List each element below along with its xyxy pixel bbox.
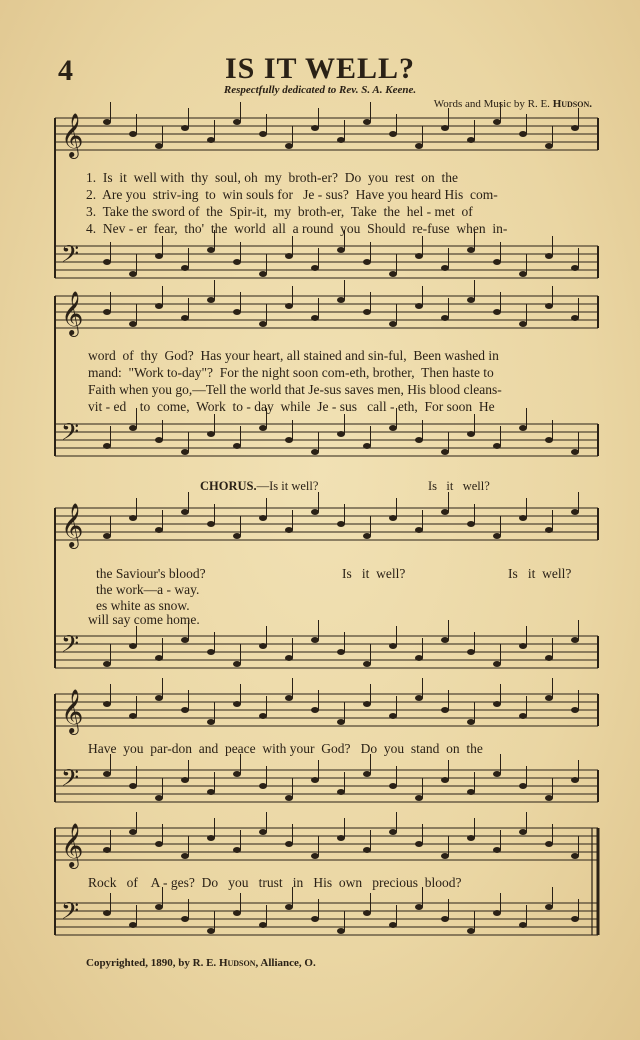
note-head	[155, 527, 163, 533]
verse-2-line-b: mand: "Work to-day"? For the night soon com-eth, brother, Then haste to	[88, 365, 494, 380]
note-head	[571, 853, 579, 859]
note-head	[233, 533, 241, 539]
note-head	[545, 795, 553, 801]
note-head	[181, 125, 189, 131]
copyright-suffix: Alliance, O.	[260, 957, 316, 969]
verse-4-line-a: 4. Nev - er fear, tho' the world all a round you Should re-fuse when in-	[86, 221, 508, 236]
note-head	[389, 271, 397, 277]
note-head	[181, 265, 189, 271]
note-head	[337, 719, 345, 725]
note-head	[337, 649, 345, 655]
note-head	[571, 125, 579, 131]
chorus-heading: CHORUS.	[200, 479, 257, 493]
note-head	[129, 271, 137, 277]
note-head	[129, 425, 137, 431]
note-head	[103, 443, 111, 449]
note-head	[103, 309, 111, 315]
bass-clef-icon: 𝄢	[61, 418, 80, 451]
verse-4-line-b: vit - ed to come, Work to - day while Je - sus call - eth, For soon He	[88, 399, 495, 414]
note-head	[337, 521, 345, 527]
note-head	[363, 771, 371, 777]
note-head	[285, 143, 293, 149]
note-head	[259, 131, 267, 137]
note-head	[259, 515, 267, 521]
note-head	[415, 527, 423, 533]
note-head	[233, 847, 241, 853]
note-head	[363, 443, 371, 449]
note-head	[155, 904, 163, 910]
note-head	[519, 321, 527, 327]
refrain-line-1: Have you par-don and peace with your God? Do you stand on the	[88, 741, 483, 756]
note-head	[181, 315, 189, 321]
note-head	[155, 695, 163, 701]
note-head	[415, 904, 423, 910]
note-head	[233, 119, 241, 125]
note-head	[233, 661, 241, 667]
note-head	[311, 777, 319, 783]
note-head	[337, 247, 345, 253]
bass-clef-icon: 𝄢	[61, 897, 80, 930]
verse-3-end: es white as snow.	[96, 598, 190, 613]
note-head	[259, 829, 267, 835]
note-head	[467, 521, 475, 527]
note-head	[493, 771, 501, 777]
note-head	[155, 143, 163, 149]
chorus-call-2: Is it well?	[428, 479, 490, 493]
verse-3-line-b: Faith when you go,—Tell the world that Je-sus saves men, His blood cleans-	[88, 382, 502, 397]
note-head	[519, 643, 527, 649]
note-head	[571, 637, 579, 643]
note-head	[233, 771, 241, 777]
note-head	[493, 309, 501, 315]
note-head	[337, 431, 345, 437]
note-head	[103, 533, 111, 539]
note-head	[415, 795, 423, 801]
note-head	[129, 643, 137, 649]
note-head	[129, 131, 137, 137]
note-head	[259, 643, 267, 649]
note-head	[493, 443, 501, 449]
note-head	[545, 303, 553, 309]
note-head	[181, 707, 189, 713]
note-head	[519, 783, 527, 789]
note-head	[389, 425, 397, 431]
verse-1-end: the Saviour's blood?	[96, 566, 206, 581]
note-head	[415, 253, 423, 259]
verse-2-end: the work—a - way.	[96, 582, 200, 597]
note-head	[493, 533, 501, 539]
note-head	[467, 928, 475, 934]
note-head	[415, 437, 423, 443]
note-head	[545, 695, 553, 701]
note-head	[259, 321, 267, 327]
note-head	[467, 431, 475, 437]
treble-clef-icon: 𝄞	[61, 689, 84, 733]
chorus-label	[200, 479, 318, 494]
note-head	[493, 661, 501, 667]
note-head	[415, 695, 423, 701]
note-head	[467, 247, 475, 253]
note-head	[467, 137, 475, 143]
chorus-answer-2: Is it well?	[508, 566, 572, 581]
note-head	[181, 916, 189, 922]
note-head	[415, 143, 423, 149]
bass-clef-icon: 𝄢	[61, 240, 80, 273]
note-head	[571, 707, 579, 713]
note-head	[441, 265, 449, 271]
treble-clef-icon: 𝄞	[61, 503, 84, 547]
note-head	[207, 719, 215, 725]
note-head	[363, 661, 371, 667]
note-head	[389, 713, 397, 719]
verse-1-line-b: word of thy God? Has your heart, all stained and sin-ful, Been washed in	[88, 348, 499, 363]
note-head	[493, 701, 501, 707]
note-head	[415, 655, 423, 661]
chorus-answer-1: Is it well?	[342, 566, 406, 581]
note-head	[389, 643, 397, 649]
note-head	[363, 533, 371, 539]
copyright-notice	[86, 957, 316, 969]
note-head	[545, 841, 553, 847]
note-head	[467, 789, 475, 795]
verse-2-line-a: 2. Are you striv-ing to win souls for Je - sus? Have you heard His com-	[86, 187, 498, 202]
note-head	[441, 315, 449, 321]
note-head	[207, 297, 215, 303]
note-head	[129, 321, 137, 327]
note-head	[129, 829, 137, 835]
note-head	[519, 515, 527, 521]
note-head	[207, 431, 215, 437]
note-head	[363, 259, 371, 265]
note-head	[285, 437, 293, 443]
note-head	[467, 719, 475, 725]
note-head	[467, 649, 475, 655]
note-head	[259, 271, 267, 277]
note-head	[285, 303, 293, 309]
note-head	[155, 303, 163, 309]
note-head	[207, 928, 215, 934]
verse-4-end: will say come home.	[88, 612, 200, 627]
note-head	[441, 916, 449, 922]
note-head	[415, 841, 423, 847]
note-head	[337, 835, 345, 841]
note-head	[285, 904, 293, 910]
note-head	[363, 309, 371, 315]
note-head	[571, 265, 579, 271]
note-head	[493, 847, 501, 853]
note-head	[519, 131, 527, 137]
note-head	[389, 131, 397, 137]
note-head	[207, 835, 215, 841]
note-head	[233, 309, 241, 315]
note-head	[389, 321, 397, 327]
treble-clef-icon: 𝄞	[61, 291, 84, 335]
note-head	[545, 437, 553, 443]
treble-clef-icon: 𝄞	[61, 113, 84, 157]
note-head	[467, 835, 475, 841]
note-head	[155, 795, 163, 801]
note-head	[103, 847, 111, 853]
note-head	[441, 509, 449, 515]
note-head	[545, 904, 553, 910]
note-head	[311, 637, 319, 643]
note-head	[103, 661, 111, 667]
chorus-call-1: —Is it well?	[256, 479, 319, 493]
note-head	[441, 449, 449, 455]
note-head	[467, 297, 475, 303]
note-head	[207, 247, 215, 253]
note-head	[129, 713, 137, 719]
note-head	[545, 143, 553, 149]
note-head	[181, 777, 189, 783]
refrain-line-2: Rock of A - ges? Do you trust in His own precious blood?	[88, 875, 462, 890]
copyright-prefix: Copyrighted, 1890, by R. E.	[86, 957, 217, 969]
note-head	[311, 265, 319, 271]
note-head	[363, 910, 371, 916]
note-head	[233, 443, 241, 449]
note-head	[311, 509, 319, 515]
note-head	[207, 137, 215, 143]
note-head	[415, 303, 423, 309]
note-head	[285, 527, 293, 533]
note-head	[285, 841, 293, 847]
note-head	[181, 449, 189, 455]
note-head	[103, 771, 111, 777]
credit-prefix: Words and Music by R. E.	[433, 98, 550, 110]
note-head	[155, 655, 163, 661]
note-head	[155, 253, 163, 259]
note-head	[311, 916, 319, 922]
note-head	[285, 795, 293, 801]
note-head	[259, 425, 267, 431]
note-head	[181, 637, 189, 643]
note-head	[155, 841, 163, 847]
note-head	[103, 119, 111, 125]
note-head	[155, 437, 163, 443]
note-head	[233, 910, 241, 916]
note-head	[519, 829, 527, 835]
note-head	[441, 707, 449, 713]
note-head	[259, 922, 267, 928]
note-head	[285, 253, 293, 259]
treble-clef-icon: 𝄞	[61, 823, 84, 867]
note-head	[519, 271, 527, 277]
note-head	[389, 922, 397, 928]
note-head	[519, 425, 527, 431]
note-head	[493, 119, 501, 125]
bass-clef-icon: 𝄢	[61, 764, 80, 797]
note-head	[207, 649, 215, 655]
note-head	[285, 695, 293, 701]
note-head	[103, 259, 111, 265]
note-head	[233, 701, 241, 707]
note-head	[571, 449, 579, 455]
note-head	[389, 829, 397, 835]
credit-name: Hudson.	[552, 98, 592, 110]
note-head	[259, 783, 267, 789]
note-head	[571, 777, 579, 783]
note-head	[389, 515, 397, 521]
note-head	[441, 637, 449, 643]
note-head	[571, 916, 579, 922]
verse-1-line-a: 1. Is it well with thy soul, oh my broth-er? Do you rest on the	[86, 170, 458, 185]
page-number: 4	[58, 54, 73, 87]
note-head	[181, 853, 189, 859]
note-head	[181, 509, 189, 515]
note-head	[571, 509, 579, 515]
note-head	[233, 259, 241, 265]
note-head	[311, 707, 319, 713]
note-head	[311, 449, 319, 455]
hymn-title: IS IT WELL?	[225, 52, 415, 85]
verse-3-line-a: 3. Take the sword of the Spir-it, my broth-er, Take the hel - met of	[86, 204, 473, 219]
note-head	[545, 253, 553, 259]
note-head	[311, 315, 319, 321]
note-head	[207, 789, 215, 795]
bass-clef-icon: 𝄢	[61, 630, 80, 663]
note-head	[545, 655, 553, 661]
note-head	[129, 922, 137, 928]
note-head	[285, 655, 293, 661]
note-head	[571, 315, 579, 321]
note-head	[311, 853, 319, 859]
note-head	[103, 910, 111, 916]
note-head	[129, 515, 137, 521]
note-head	[207, 521, 215, 527]
note-head	[493, 259, 501, 265]
note-head	[337, 137, 345, 143]
note-head	[389, 783, 397, 789]
note-head	[337, 928, 345, 934]
note-head	[545, 527, 553, 533]
copyright-name: Hudson,	[218, 957, 259, 969]
note-head	[441, 125, 449, 131]
note-head	[103, 701, 111, 707]
note-head	[363, 119, 371, 125]
note-head	[337, 789, 345, 795]
note-head	[519, 922, 527, 928]
note-head	[363, 701, 371, 707]
note-head	[363, 847, 371, 853]
note-head	[337, 297, 345, 303]
note-head	[441, 777, 449, 783]
note-head	[441, 853, 449, 859]
note-head	[259, 713, 267, 719]
note-head	[519, 713, 527, 719]
note-head	[311, 125, 319, 131]
note-head	[493, 910, 501, 916]
note-head	[129, 783, 137, 789]
dedication: Respectfully dedicated to Rev. S. A. Keene.	[223, 84, 417, 96]
